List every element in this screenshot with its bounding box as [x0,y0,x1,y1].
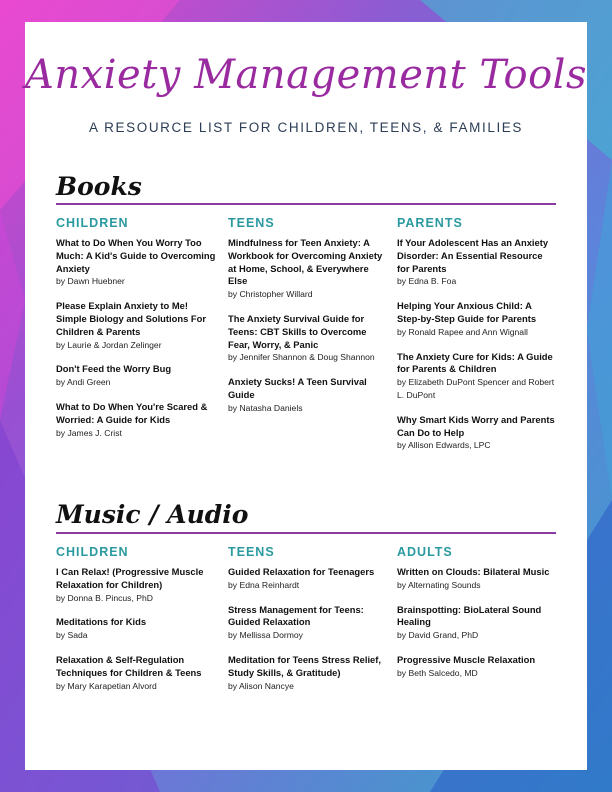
section-divider-music [56,532,556,534]
item-author: by Andi Green [56,377,111,388]
page-title: Anxiety Management Tools [25,52,587,98]
item-title: Brainspotting: BioLateral Sound Healing [397,603,542,628]
item-title: Meditations for Kids [56,616,147,628]
column-heading: PARENTS [397,216,463,230]
item-title: Meditation for Teens Stress Relief, Study Skills, & Gratitude) [228,653,381,678]
section-divider-books [56,203,556,205]
list-item [397,566,557,592]
list-item [228,604,388,642]
music-column-adults [397,545,557,692]
item-author: by Beth Salcedo, MD [397,667,478,678]
column-heading: TEENS [228,216,275,230]
section-heading-music: Music / Audio [56,500,249,529]
page-subtitle: A RESOURCE LIST FOR CHILDREN, TEENS, & FAMILIES [88,120,524,135]
item-author: by Edna Reinhardt [228,579,300,590]
item-title: If Your Adolescent Has an Anxiety Disorder: An Essential Resource for Parents [397,237,549,274]
music-column-teens [228,545,388,704]
column-heading: TEENS [228,545,275,559]
item-title: Why Smart Kids Worry and Parents Can Do to Help [397,413,555,438]
list-item [397,414,557,452]
item-author: by James J. Crist [56,427,122,438]
list-item [56,566,216,604]
list-item [397,604,557,642]
item-author: by Alternating Sounds [397,579,481,590]
item-author: by Alison Nancye [228,680,294,691]
item-author: by Mellissa Dormoy [228,630,303,641]
list-item [56,237,216,288]
item-title: Progressive Muscle Relaxation [397,653,536,665]
item-author: by Elizabeth DuPont Spencer and Robert L. DuPont [397,377,555,400]
item-author: by Allison Edwards, LPC [397,440,491,451]
item-title: I Can Relax! (Progressive Muscle Relaxation for Children) [56,566,204,590]
item-title: What to Do When You're Scared & Worried: A Guide for Kids [56,400,208,425]
item-author: by Natasha Daniels [228,402,303,413]
column-heading: CHILDREN [56,216,129,230]
list-item [56,616,216,642]
item-title: Written on Clouds: Bilateral Music [397,566,550,577]
item-title: Stress Management for Teens: Guided Relaxation [228,603,364,628]
column-heading: ADULTS [397,545,453,559]
list-item [397,351,557,402]
list-item [228,654,388,692]
list-item [228,376,388,414]
list-item [228,237,388,301]
item-author: by Christopher Willard [228,289,313,300]
item-title: Helping Your Anxious Child: A Step-by-Step Guide for Parents [397,300,537,324]
item-title: Guided Relaxation for Teenagers [228,566,375,577]
item-title: What to Do When You Worry Too Much: A Kid's Guide to Overcoming Anxiety [56,237,216,274]
item-title: Please Explain Anxiety to Me! Simple Biology and Solutions For Children & Parents [56,300,207,337]
list-item [56,363,216,389]
books-column-teens [228,216,388,427]
item-author: by Dawn Huebner [56,276,125,287]
item-title: The Anxiety Cure for Kids: A Guide for Parents & Children [397,350,553,375]
item-author: by Laurie & Jordan Zelinger [56,339,162,350]
item-author: by Sada [56,630,88,641]
list-item [397,300,557,338]
item-author: by David Grand, PhD [397,630,479,641]
item-title: Anxiety Sucks! A Teen Survival Guide [228,376,367,400]
books-column-parents [397,216,557,464]
column-heading: CHILDREN [56,545,129,559]
list-item [228,313,388,364]
item-author: by Mary Karapetian Alvord [56,680,157,691]
list-item [56,300,216,351]
list-item [397,237,557,288]
list-item [56,654,216,692]
section-heading-books: Books [56,172,142,201]
item-author: by Donna B. Pincus, PhD [56,592,153,603]
item-title: Mindfulness for Teen Anxiety: A Workbook for Overcoming Anxiety at Home, School, & Everywhere Else [228,237,383,287]
item-title: Relaxation & Self-Regulation Techniques for Children & Teens [56,653,202,678]
item-author: by Ronald Rapee and Ann Wignall [397,326,528,337]
list-item [228,566,388,592]
resource-card [25,22,587,770]
item-title: Don't Feed the Worry Bug [56,363,172,375]
list-item [56,401,216,439]
books-column-children [56,216,216,451]
list-item [397,654,557,680]
item-title: The Anxiety Survival Guide for Teens: CBT Skills to Overcome Fear, Worry, & Panic [228,312,367,350]
item-author: by Edna B. Foa [397,276,457,287]
item-author: by Jennifer Shannon & Doug Shannon [228,352,375,363]
music-column-children [56,545,216,704]
